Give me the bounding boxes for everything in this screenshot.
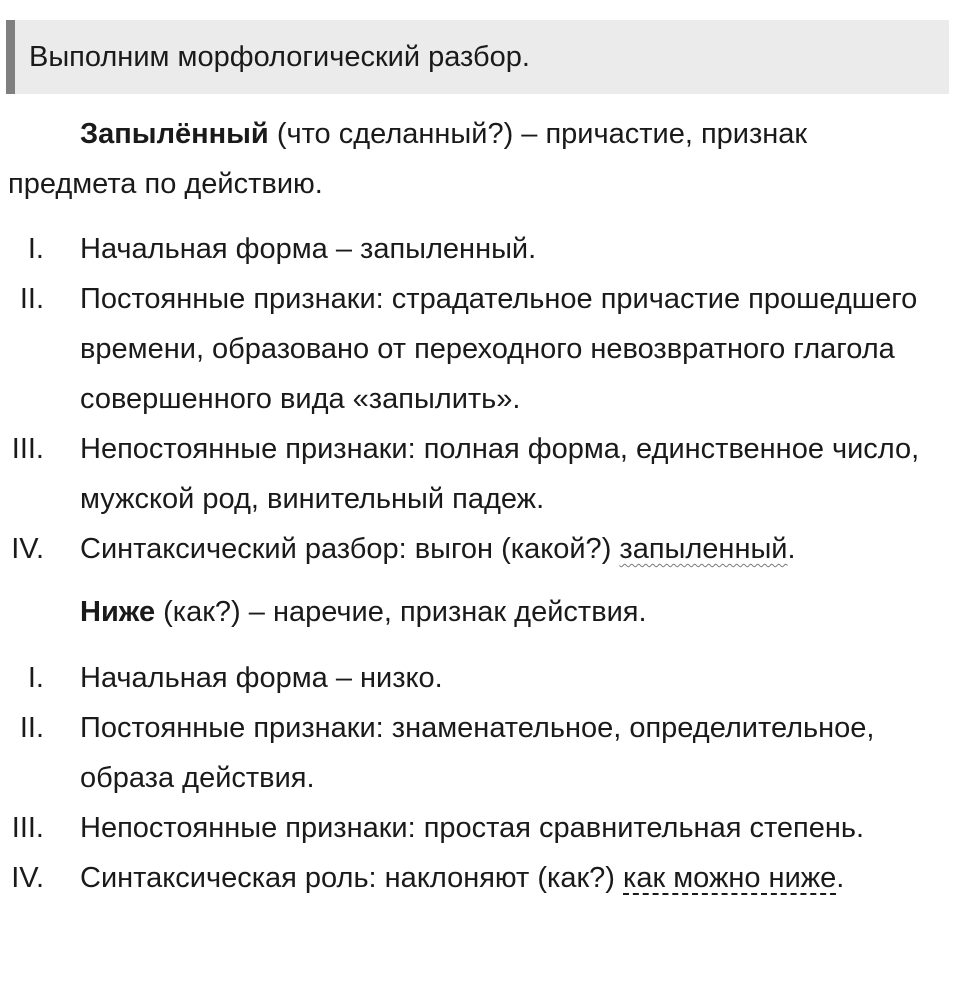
- item-text: Постоянные признаки: страдательное причастие прошедшего времени, образовано от переходного невозвратного глагола совершенного вида «запылить».: [80, 283, 918, 415]
- list-item: [0, 853, 950, 903]
- word1-rest-line1: (что сделанный?) – причастие, признак: [268, 118, 808, 150]
- word2-list: [0, 653, 960, 903]
- word2-paragraph: [8, 587, 948, 637]
- item-text: Постоянные признаки: знаменательное, определительное, образа действия.: [80, 712, 875, 794]
- item-number: IV.: [11, 862, 44, 894]
- item-text-after: .: [787, 533, 796, 565]
- list-item: [0, 424, 950, 524]
- item-text-before: Синтаксический разбор: выгон (какой?): [80, 533, 620, 565]
- word1-list: [0, 224, 960, 574]
- item-text: Непостоянные признаки: полная форма, единственное число, мужской род, винительный падеж.: [80, 433, 920, 515]
- item-number: IV.: [11, 533, 44, 565]
- item-number: III.: [11, 812, 44, 844]
- word1-paragraph: [8, 109, 948, 209]
- list-item: [0, 703, 950, 803]
- list-item: [0, 653, 950, 703]
- item-number: III.: [11, 433, 44, 465]
- item-text-before: Синтаксическая роль: наклоняют (как?): [80, 862, 624, 894]
- underlined-definition: запыленный: [619, 533, 788, 565]
- item-number: I.: [27, 662, 44, 694]
- header-text: Выполним морфологический разбор.: [29, 41, 530, 73]
- list-item: [0, 274, 950, 424]
- list-item: [0, 524, 950, 574]
- word1-rest-line2: предмета по действию.: [8, 168, 323, 200]
- underlined-adverbial: как можно ниже: [623, 862, 837, 894]
- list-item: [0, 803, 950, 853]
- list-item: [0, 224, 950, 274]
- item-number: II.: [19, 712, 44, 744]
- item-number: II.: [19, 283, 44, 315]
- header-banner: [6, 20, 949, 94]
- word2-term: Ниже: [80, 596, 156, 628]
- item-text-after: .: [836, 862, 845, 894]
- item-number: I.: [27, 233, 44, 265]
- item-text: Непостоянные признаки: простая сравнительная степень.: [80, 812, 865, 844]
- word1-term: Запылённый: [80, 118, 269, 150]
- item-text: Начальная форма – запыленный.: [80, 233, 537, 265]
- word2-rest: (как?) – наречие, признак действия.: [155, 596, 647, 628]
- item-text: Начальная форма – низко.: [80, 662, 443, 694]
